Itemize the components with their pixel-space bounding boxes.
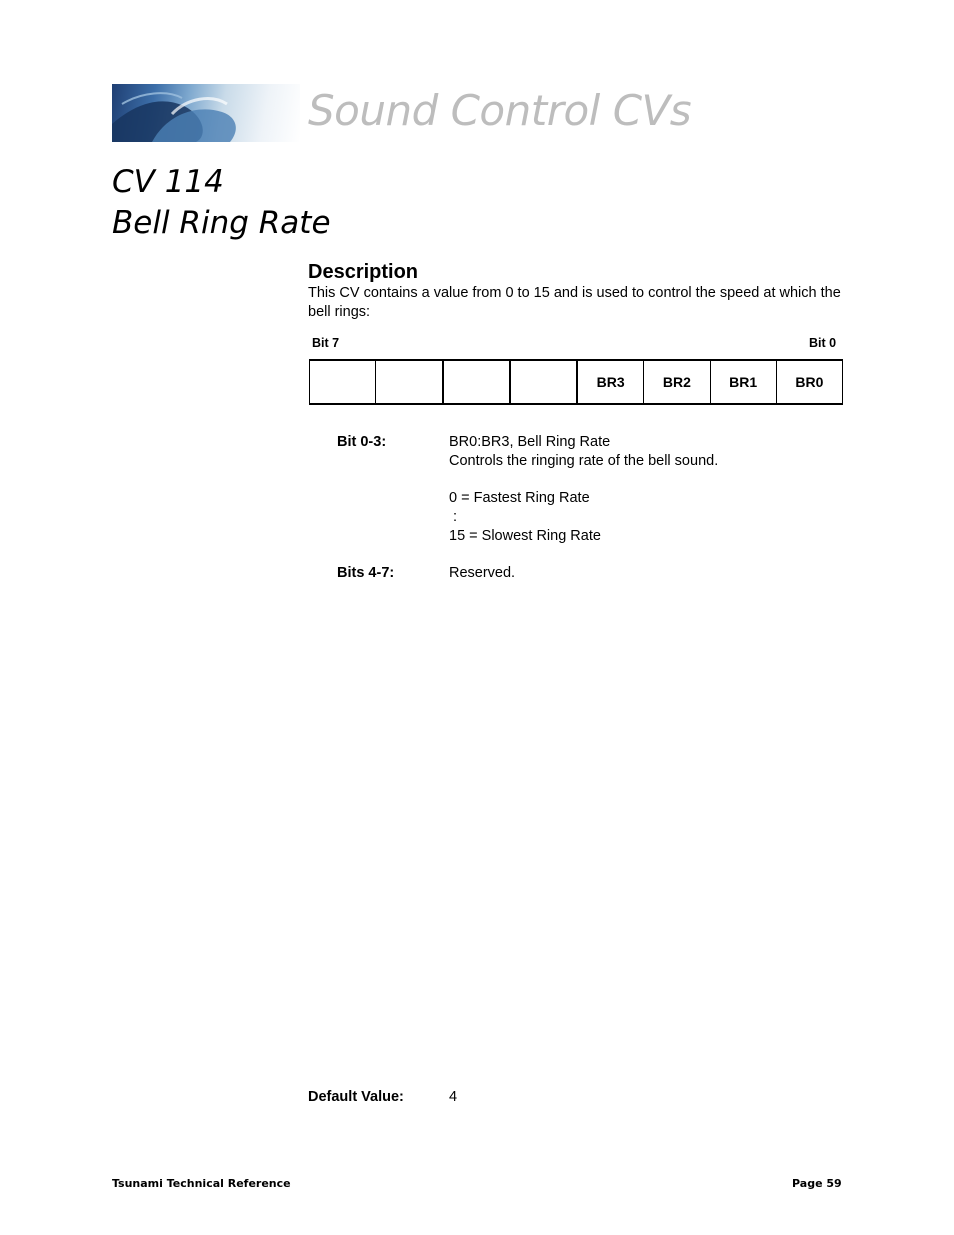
wave-logo-icon bbox=[112, 84, 300, 142]
section-header-title: Sound Control CVs bbox=[308, 86, 692, 135]
bit03-label: Bit 0-3: bbox=[337, 434, 387, 450]
default-value-label: Default Value: bbox=[308, 1089, 404, 1105]
default-value: 4 bbox=[449, 1089, 458, 1105]
bit03-desc: Controls the ringing rate of the bell sound. bbox=[449, 453, 719, 469]
bit-cell-6 bbox=[375, 361, 441, 403]
footer-doc-title: Tsunami Technical Reference bbox=[112, 1177, 291, 1190]
bit7-label: Bit 7 bbox=[312, 336, 340, 350]
bit03-value-max: 15 = Slowest Ring Rate bbox=[449, 528, 601, 544]
bit-cell-0: BR0 bbox=[776, 361, 843, 403]
bit03-name: BR0:BR3, Bell Ring Rate bbox=[449, 434, 611, 450]
bit47-text: Reserved. bbox=[449, 565, 516, 581]
bit-cell-7 bbox=[309, 361, 375, 403]
cv-name: Bell Ring Rate bbox=[112, 205, 331, 241]
bit47-label: Bits 4-7: bbox=[337, 565, 395, 581]
bit-cell-2: BR2 bbox=[643, 361, 709, 403]
bit03-value-min: 0 = Fastest Ring Rate bbox=[449, 490, 590, 506]
cv-number: CV 114 bbox=[112, 164, 224, 200]
footer-page-number: Page 59 bbox=[792, 1177, 842, 1190]
bit0-label: Bit 0 bbox=[809, 336, 837, 350]
bit-table bbox=[309, 359, 843, 405]
bit-cell-1: BR1 bbox=[710, 361, 776, 403]
description-text: This CV contains a value from 0 to 15 and is used to control the speed at which the bell rings: bbox=[308, 285, 841, 320]
bit03-ellipsis: : bbox=[453, 509, 458, 525]
bit-cell-4 bbox=[509, 361, 576, 403]
bit-cell-5 bbox=[442, 361, 509, 403]
cv-title bbox=[112, 162, 331, 244]
bit-cell-3: BR3 bbox=[576, 361, 643, 403]
description-heading: Description bbox=[308, 261, 419, 283]
